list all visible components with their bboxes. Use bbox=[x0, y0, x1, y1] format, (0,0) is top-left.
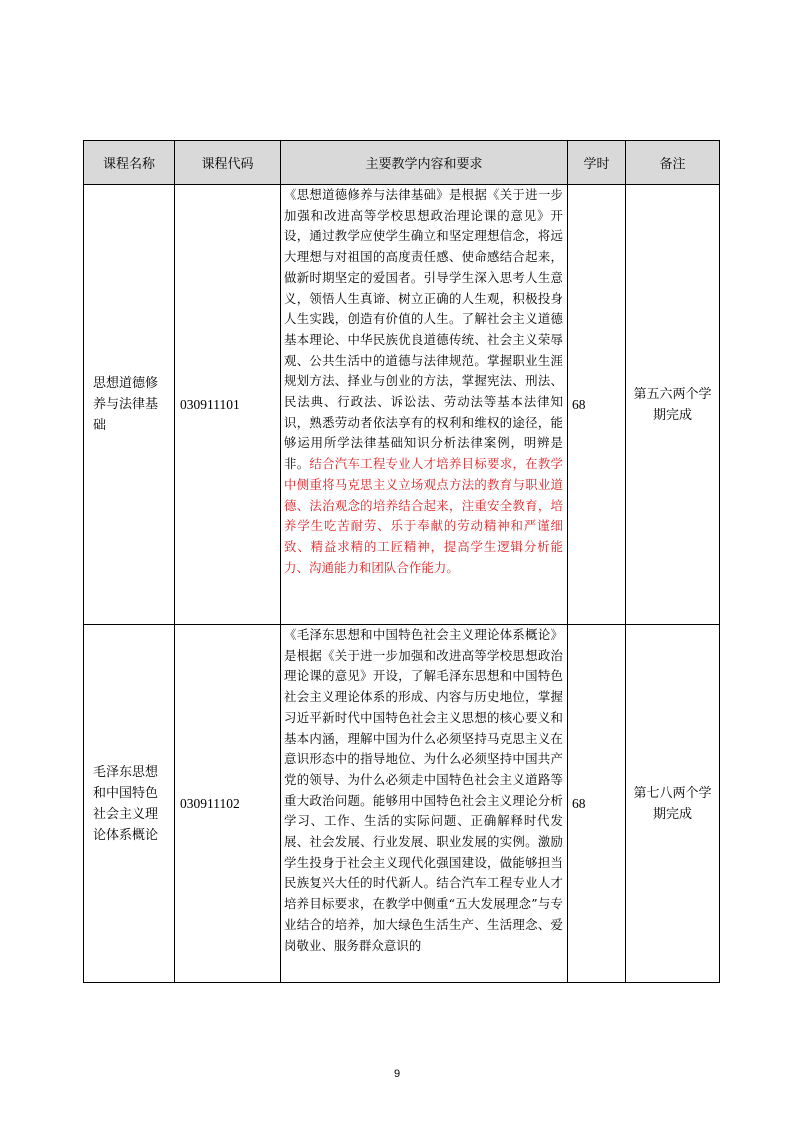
header-content: 主要教学内容和要求 bbox=[281, 141, 568, 185]
content-text bbox=[284, 625, 563, 956]
hours-cell: 68 bbox=[568, 625, 626, 983]
course-name-cell: 毛泽东思想和中国特色社会主义理论体系概论 bbox=[84, 625, 175, 983]
course-table bbox=[83, 140, 720, 983]
header-remarks: 备注 bbox=[626, 141, 720, 185]
content-text bbox=[284, 185, 563, 578]
course-code-cell: 030911101 bbox=[175, 185, 281, 625]
table-header bbox=[84, 141, 720, 185]
table-row bbox=[84, 625, 720, 983]
course-name-cell: 思想道德修养与法律基础 bbox=[84, 185, 175, 625]
content-text-red: 结合汽车工程专业人才培养目标要求，在教学中侧重将马克思主义立场观点方法的教育与职业道德、法治观念的培养结合起来，注重安全教育，培养学生吃苦耐劳、乐于奉献的劳动精神和严谨细致、精益求精的工匠精神，提高学生逻辑分析能力、沟通能力和团队合作能力。 bbox=[284, 456, 564, 575]
table-row bbox=[84, 185, 720, 625]
header-row bbox=[84, 141, 720, 185]
content-cell bbox=[281, 185, 568, 625]
remarks-cell: 第七八两个学期完成 bbox=[626, 625, 720, 983]
hours-cell: 68 bbox=[568, 185, 626, 625]
table-body bbox=[84, 185, 720, 983]
content-text-black: 《毛泽东思想和中国特色社会主义理论体系概论》是根据《关于进一步加强和改进高等学校思想政治理论课的意见》开设，了解毛泽东思想和中国特色社会主义理论体系的形成、内容与历史地位，掌握习近平新时代中国特色社会主义思想的核心要义和基本内涵，理解中国为什么必须坚持马克思主义在意识形态中的指导地位、为什么必须坚持中国共产党的领导、为什么必须走中国特色社会主义道路等重大政治问题。能够用中国特色社会主义理论分析学习、工作、生活的实际问题、正确解释时代发展、社会发展、行业发展、职业发展的实例。激励学生投身于社会主义现代化强国建设，做能够担当民族复兴大任的时代新人。结合汽车工程专业人才培养目标要求，在教学中侧重“五大发展理念”与专业结合的培养，加大绿色生活生产、生活理念、爱岗敬业、服务群众意识的 bbox=[284, 627, 563, 953]
header-course-code: 课程代码 bbox=[175, 141, 281, 185]
course-code-cell: 030911102 bbox=[175, 625, 281, 983]
header-course-name: 课程名称 bbox=[84, 141, 175, 185]
remarks-cell: 第五六两个学期完成 bbox=[626, 185, 720, 625]
content-cell bbox=[281, 625, 568, 983]
page-number: 9 bbox=[393, 1068, 401, 1080]
content-text-black: 《思想道德修养与法律基础》是根据《关于进一步加强和改进高等学校思想政治理论课的意见》开设，通过教学应使学生确立和坚定理想信念，将远大理想与对祖国的高度责任感、使命感结合起来，做新时期坚定的爱国者。引导学生深入思考人生意义，领悟人生真谛、树立正确的人生观，积极投身人生实践，创造有价值的人生。了解社会主义道德基本理论、中华民族优良道德传统、社会主义荣辱观、公共生活中的道德与法律规范。掌握职业生涯规划方法、择业与创业的方法，掌握宪法、刑法、民法典、行政法、诉讼法、劳动法等基本法律知识，熟悉劳动者依法享有的权利和维权的途径，能够运用所学法律基础知识分析法律案例，明辨是非。 bbox=[284, 187, 563, 472]
header-hours: 学时 bbox=[568, 141, 626, 185]
